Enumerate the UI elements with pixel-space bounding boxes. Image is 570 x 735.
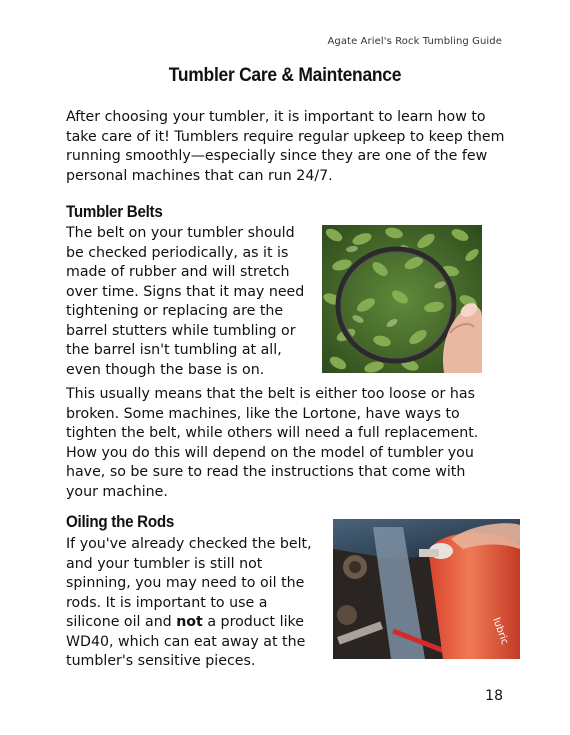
belt-on-leaves-image xyxy=(322,225,482,373)
page-title: Tumbler Care & Maintenance xyxy=(168,65,402,86)
belts-paragraph-2: This usually means that the belt is either too loose or has broken. Some machines, like the Lortone, have ways to tighten the belt, while others will need a full replacement. How you do this will depend on the model of tumbler you have, so be sure to read the instructions that come with your machine. xyxy=(66,386,479,500)
belts-paragraph-1: The belt on your tumbler should be checked periodically, as it is made of rubber and will stretch over time. Signs that it may need tightening or replacing are the barrel stutters while tumbling or the barrel isn't tumbling at all, even though the base is on. xyxy=(66,225,305,378)
intro-paragraph: After choosing your tumbler, it is important to learn how to take care of it! Tumblers require regular upkeep to keep them running smoothly—especially since they are one of the few personal machines that can run 24/7. xyxy=(66,109,505,184)
page-number: 18 xyxy=(485,688,503,704)
section-heading-oiling-the-rods: Oiling the Rods xyxy=(66,513,175,531)
running-header: Agate Ariel's Rock Tumbling Guide xyxy=(327,36,502,47)
oiling-paragraph-emphasis: not xyxy=(176,614,203,630)
oil-spray-can-image xyxy=(333,519,520,659)
belt-photo xyxy=(322,225,482,373)
spray-can-label: lubric xyxy=(490,616,511,647)
oiling-photo xyxy=(333,519,520,659)
oiling-paragraph-text-2: a product like WD40, which can eat away at the tumbler's sensitive pieces. xyxy=(66,614,306,669)
section-heading-tumbler-belts: Tumbler Belts xyxy=(66,203,163,221)
oiling-paragraph xyxy=(66,535,318,672)
oiling-paragraph-text-1: If you've already checked the belt, and your tumbler is still not spinning, you may need to oil the rods. It is important to use a silicone oil and xyxy=(66,536,312,630)
